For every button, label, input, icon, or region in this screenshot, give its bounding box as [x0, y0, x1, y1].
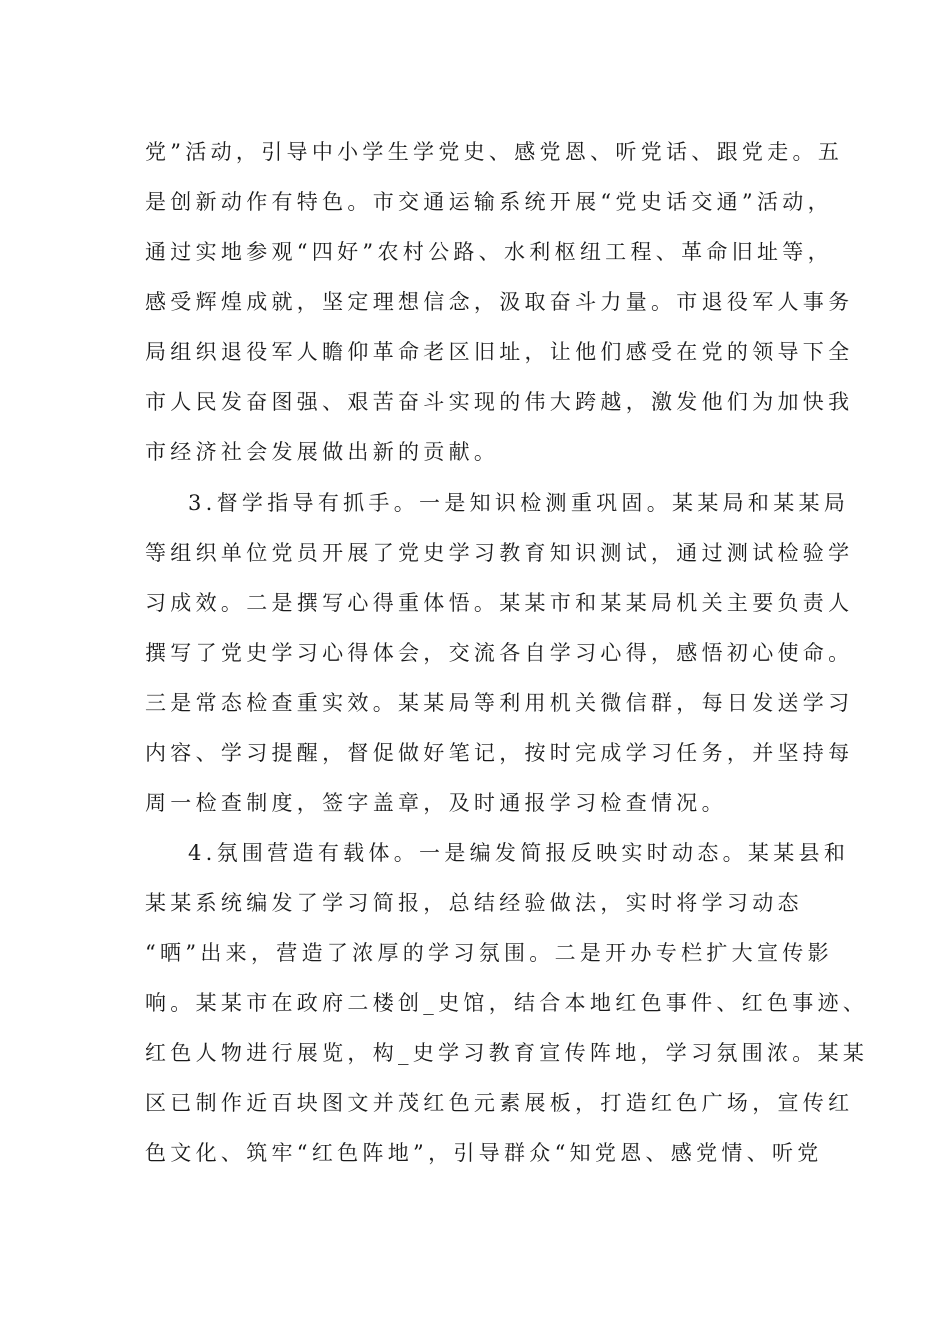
text-line: 党”活动，引导中小学生学党史、感党恩、听党话、跟党走。五	[145, 140, 844, 164]
text-line: 色文化、筑牢“红色阵地”，引导群众“知党恩、感党情、听党	[145, 1141, 823, 1165]
text-line: 内容、学习提醒，督促做好笔记，按时完成学习任务，并坚持每	[145, 741, 854, 765]
text-line: 撰写了党史学习心得体会，交流各自学习心得，感悟初心使命。	[145, 641, 854, 665]
paragraph-3-first-line: 3.督学指导有抓手。一是知识检测重巩固。某某局和某某局	[188, 491, 850, 515]
text-line: 是创新动作有特色。市交通运输系统开展“党史话交通”活动，	[145, 190, 833, 214]
text-line: 局组织退役军人瞻仰革命老区旧址，让他们感受在党的领导下全	[145, 340, 854, 364]
text-line: “晒”出来，营造了浓厚的学习氛围。二是开办专栏扩大宣传影	[145, 941, 833, 965]
text-line: 习成效。二是撰写心得重体悟。某某市和某某局机关主要负责人	[145, 591, 854, 615]
text-line: 周一检查制度，签字盖章，及时通报学习检查情况。	[145, 791, 727, 815]
text-line: 某某系统编发了学习简报，总结经验做法，实时将学习动态	[145, 891, 803, 915]
text-line: 三是常态检查重实效。某某局等利用机关微信群，每日发送学习	[145, 691, 854, 715]
text-line: 区已制作近百块图文并茂红色元素展板，打造红色广场，宣传红	[145, 1091, 854, 1115]
text-line: 通过实地参观“四好”农村公路、水利枢纽工程、革命旧址等，	[145, 240, 833, 264]
text-line: 市人民发奋图强、艰苦奋斗实现的伟大跨越，激发他们为加快我	[145, 390, 854, 414]
text-line: 红色人物进行展览，构_史学习教育宣传阵地，学习氛围浓。某某	[145, 1041, 869, 1065]
text-line: 市经济社会发展做出新的贡献。	[145, 440, 500, 464]
text-line: 响。某某市在政府二楼创_史馆，结合本地红色事件、红色事迹、	[145, 991, 869, 1015]
text-line: 感受辉煌成就，坚定理想信念，汲取奋斗力量。市退役军人事务	[145, 290, 854, 314]
text-line: 等组织单位党员开展了党史学习教育知识测试，通过测试检验学	[145, 541, 854, 565]
paragraph-4-first-line: 4.氛围营造有载体。一是编发简报反映实时动态。某某县和	[188, 841, 850, 865]
